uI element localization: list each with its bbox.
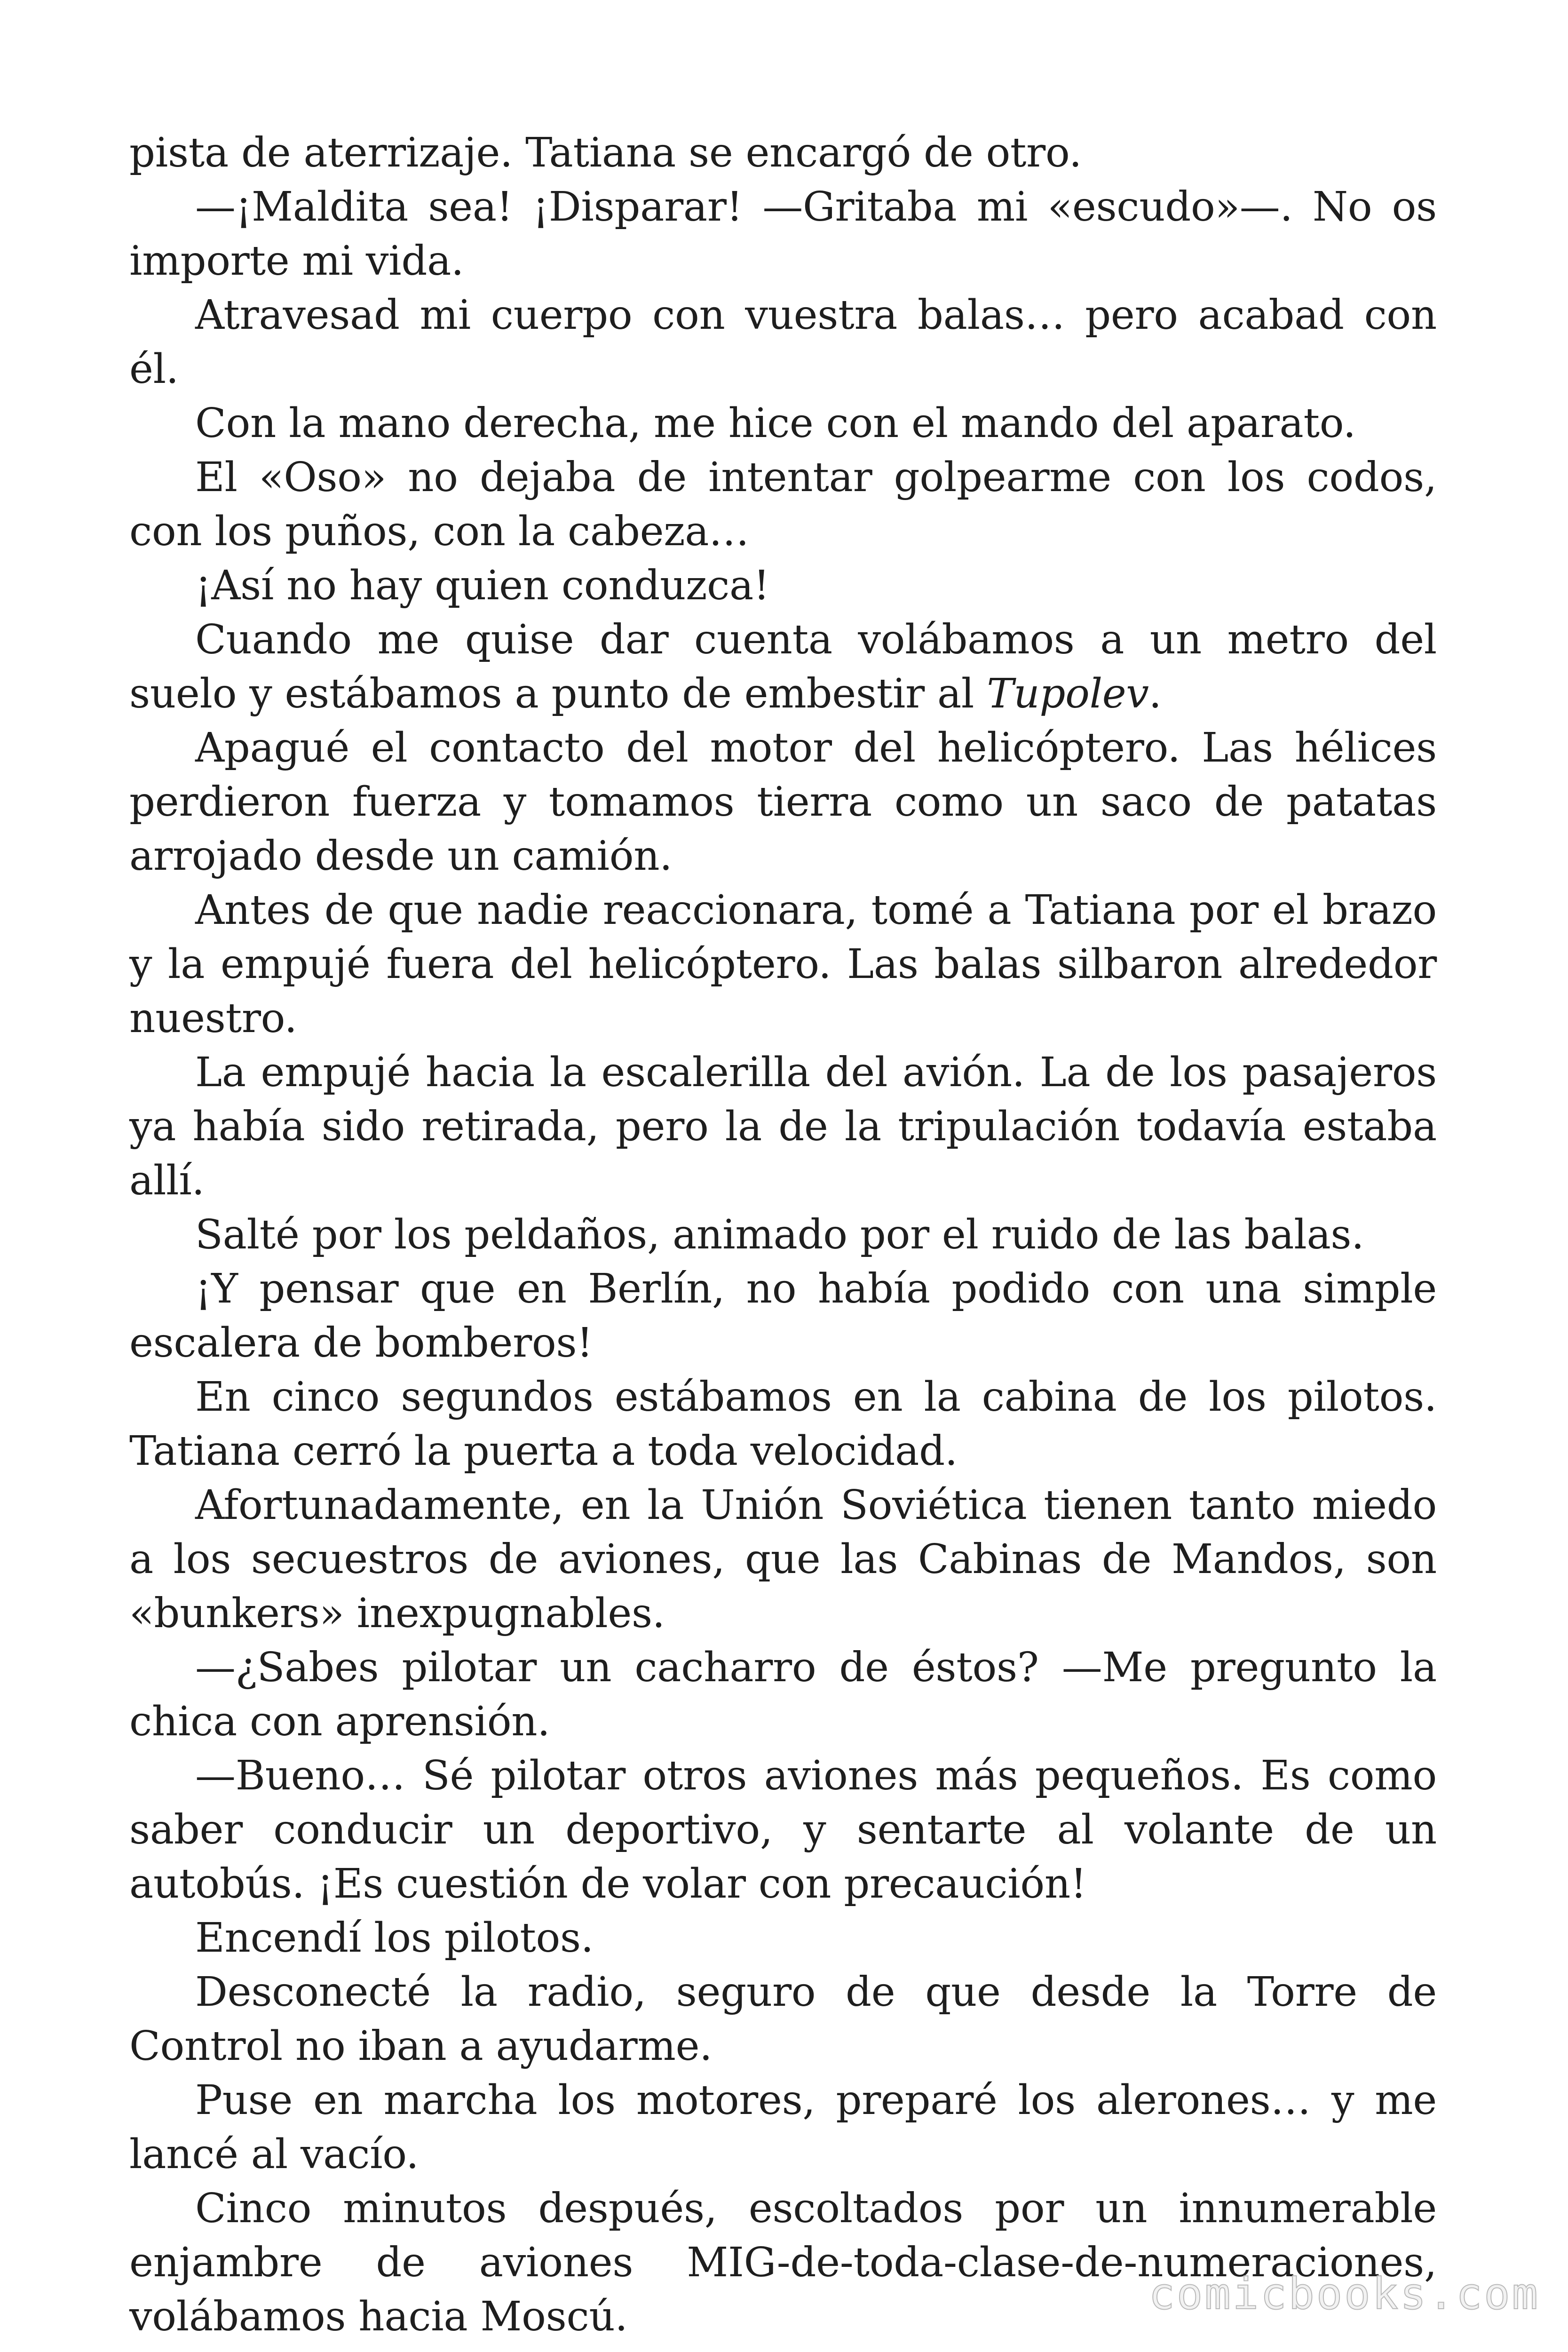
paragraph: Desconecté la radio, seguro de que desde la Torre de Control no iban a ayudarme. bbox=[129, 1969, 1437, 2070]
paragraph: —¿Sabes pilotar un cacharro de éstos? —Me pregunto la chica con aprensión. bbox=[129, 1644, 1437, 1745]
paragraph: Con la mano derecha, me hice con el mando del aparato. bbox=[195, 400, 1356, 447]
paragraph: —Bueno… Sé pilotar otros aviones más pequeños. Es como saber conducir un deportivo, y sentarte al volante de un autobús. ¡Es cuestión de volar con precaución! bbox=[129, 1752, 1437, 1907]
paragraph: El «Oso» no dejaba de intentar golpearme con los codos, con los puños, con la cabeza… bbox=[129, 454, 1437, 555]
paragraph: Salté por los peldaños, animado por el ruido de las balas. bbox=[195, 1211, 1364, 1258]
paragraph: ¡Así no hay quien conduzca! bbox=[195, 562, 770, 609]
watermark: comicbooks.com bbox=[1148, 2269, 1540, 2319]
paragraph bbox=[129, 613, 1437, 721]
paragraph: ¡Y pensar que en Berlín, no había podido con una simple escalera de bomberos! bbox=[129, 1265, 1437, 1367]
italic-aircraft-name: Tupolev bbox=[987, 670, 1149, 717]
paragraph: Encendí los pilotos. bbox=[195, 1915, 594, 1962]
paragraph: Afortunadamente, en la Unión Soviética tienen tanto miedo a los secuestros de aviones, que las Cabinas de Mandos, son «bunkers» inexpugnables. bbox=[129, 1482, 1437, 1637]
paragraph: Puse en marcha los motores, preparé los alerones… y me lancé al vacío. bbox=[129, 2077, 1437, 2178]
paragraph: En cinco segundos estábamos en la cabina de los pilotos. Tatiana cerró la puerta a toda velocidad. bbox=[129, 1374, 1437, 1475]
paragraph: —¡Maldita sea! ¡Disparar! —Gritaba mi «escudo»—. No os importe mi vida. bbox=[129, 183, 1437, 285]
paragraph: Antes de que nadie reaccionara, tomé a Tatiana por el brazo y la empujé fuera del helicóptero. Las balas silbaron alrededor nuestro. bbox=[129, 887, 1437, 1042]
paragraph: Apagué el contacto del motor del helicóptero. Las hélices perdieron fuerza y tomamos tierra como un saco de patatas arrojado desde un camión. bbox=[129, 724, 1437, 880]
paragraph: La empujé hacia la escalerilla del avión. La de los pasajeros ya había sido retirada, pero la de la tripulación todavía estaba allí. bbox=[129, 1049, 1437, 1204]
paragraph-text: . bbox=[1148, 670, 1162, 717]
paragraph: pista de aterrizaje. Tatiana se encargó de otro. bbox=[129, 129, 1082, 176]
paragraph: Atravesad mi cuerpo con vuestra balas… pero acabad con él. bbox=[129, 292, 1437, 393]
book-page-text bbox=[129, 126, 1437, 2344]
paragraph-text: Cuando me quise dar cuenta volábamos a un metro del suelo y estábamos a punto de embestir al bbox=[129, 616, 1437, 717]
paragraph: Cinco minutos después, escoltados por un innumerable enjambre de aviones MIG-de-toda-clase-de-numeraciones, volábamos hacia Moscú. bbox=[129, 2185, 1437, 2340]
